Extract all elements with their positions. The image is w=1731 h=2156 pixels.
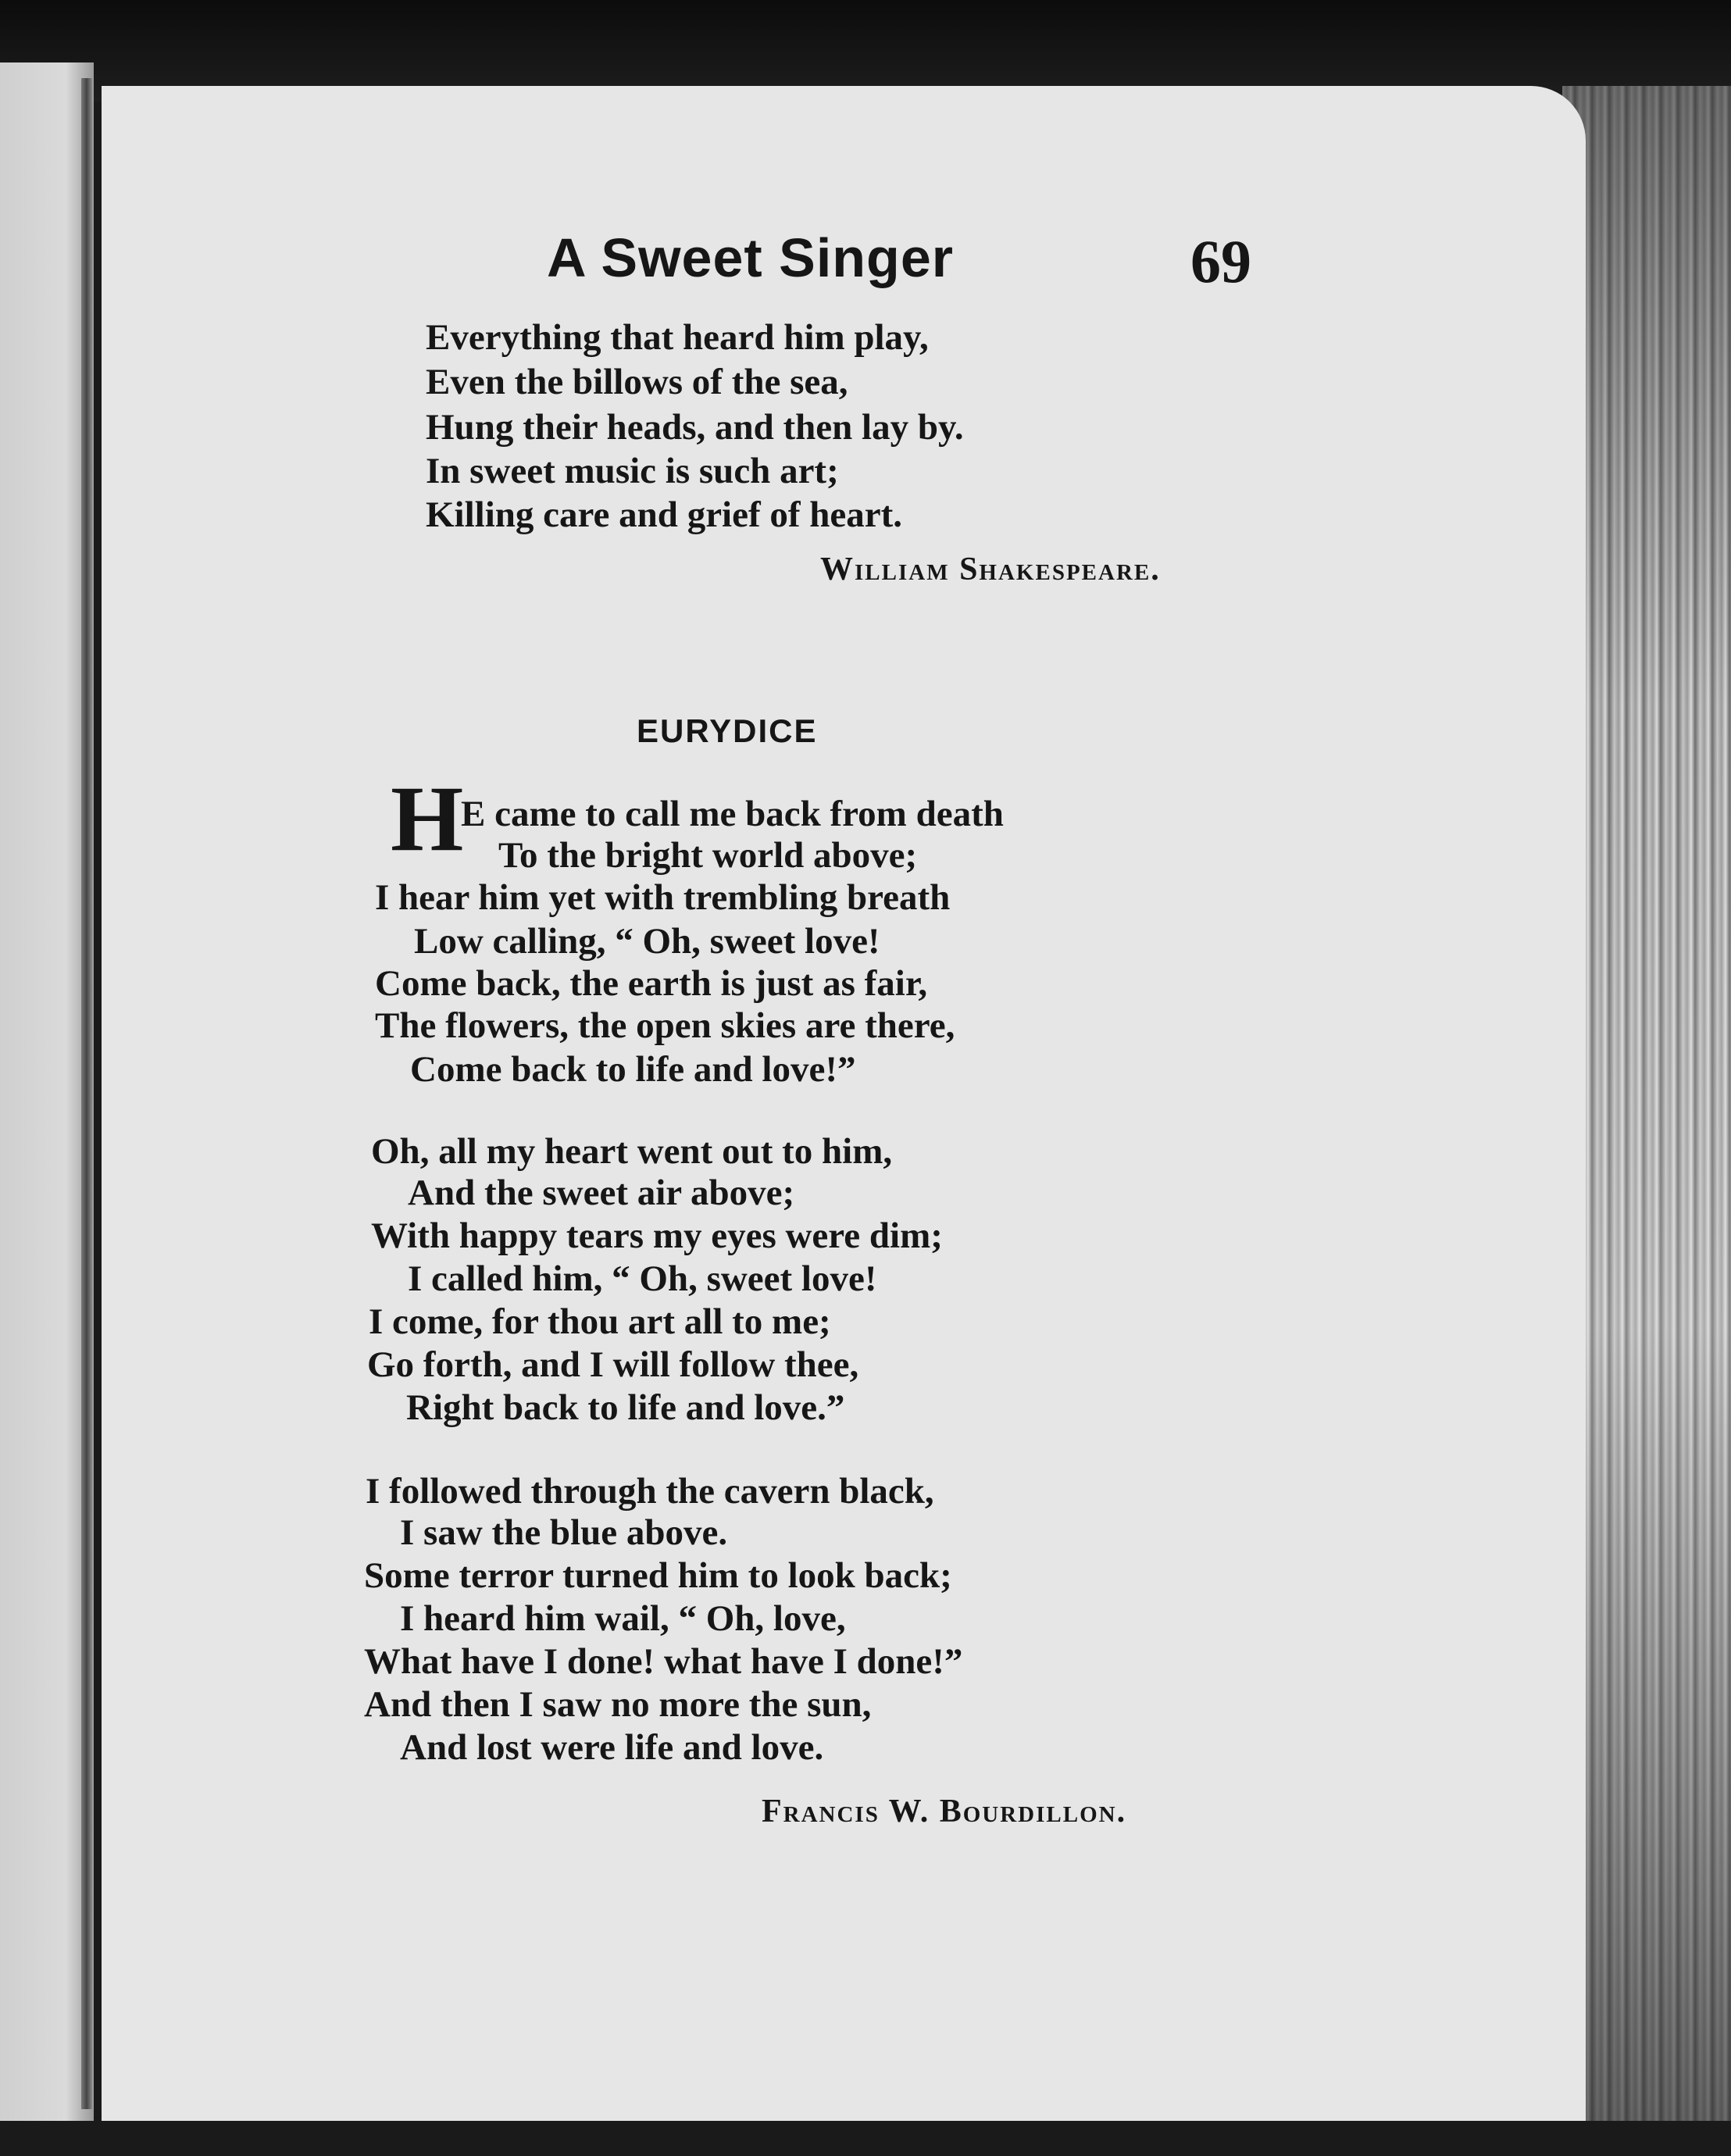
running-title: A Sweet Singer	[547, 227, 954, 288]
drop-cap: H	[391, 766, 464, 870]
poem-line: Hung their heads, and then lay by.	[426, 407, 964, 448]
poem-author: Francis W. Bourdillon.	[762, 1794, 1127, 1829]
poem-line: Everything that heard him play,	[426, 317, 929, 358]
poem-line: I hear him yet with trembling breath	[375, 877, 951, 918]
facing-page-edge	[0, 62, 94, 2125]
poem-line: E came to call me back from death	[461, 794, 1004, 834]
poem-line: Some terror turned him to look back;	[364, 1555, 952, 1596]
poem-line: I called him, “ Oh, sweet love!	[408, 1258, 877, 1299]
poem-line: I saw the blue above.	[400, 1512, 728, 1553]
poem-line: Come back, the earth is just as fair,	[375, 963, 928, 1004]
poem-line: I heard him wail, “ Oh, love,	[400, 1598, 846, 1639]
poem-author: William Shakespeare.	[820, 551, 1161, 587]
poem-line: I followed through the cavern black,	[366, 1471, 934, 1512]
poem-line: Killing care and grief of heart.	[426, 494, 903, 535]
poem-line: I come, for thou art all to me;	[369, 1301, 831, 1342]
poem-line: Even the billows of the sea,	[426, 362, 848, 402]
poem-line: Low calling, “ Oh, sweet love!	[414, 921, 880, 962]
poem-line: With happy tears my eyes were dim;	[371, 1215, 943, 1256]
book-gutter	[81, 78, 92, 2109]
poem-line: The flowers, the open skies are there,	[375, 1005, 955, 1046]
poem-line: Oh, all my heart went out to him,	[371, 1131, 893, 1172]
poem-line: And lost were life and love.	[400, 1727, 824, 1768]
page-number: 69	[1190, 227, 1251, 295]
poem-line: And then I saw no more the sun,	[364, 1684, 872, 1725]
poem-line: Go forth, and I will follow thee,	[367, 1344, 859, 1385]
poem-line: In sweet music is such art;	[426, 451, 839, 491]
poem-title: EURYDICE	[637, 712, 818, 749]
poem-line: And the sweet air above;	[408, 1173, 795, 1213]
poem-line: What have I done! what have I done!”	[364, 1641, 963, 1682]
poem-line: Come back to life and love!”	[410, 1049, 856, 1090]
poem-line: To the bright world above;	[498, 835, 918, 876]
poem-line: Right back to life and love.”	[406, 1387, 845, 1428]
